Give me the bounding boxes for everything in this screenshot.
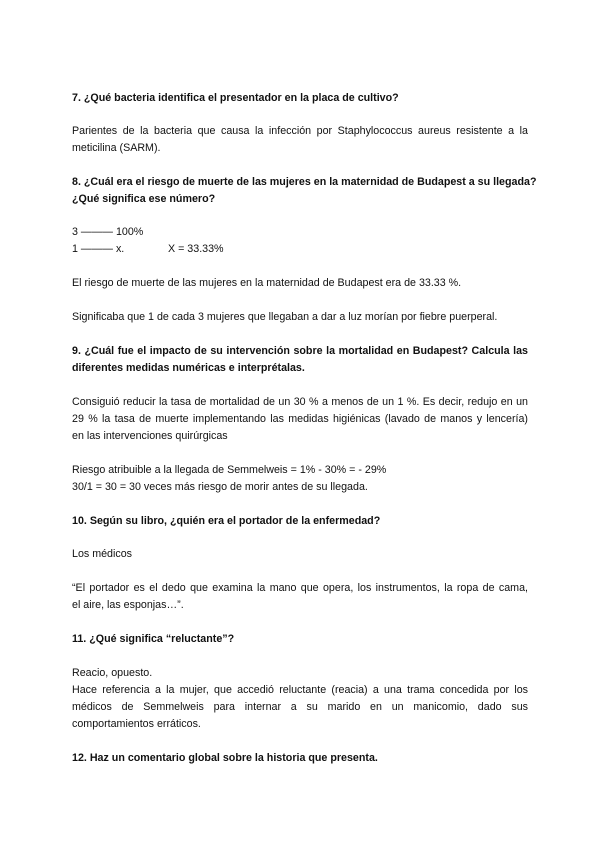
answer-7-line-2: meticilina (SARM).	[72, 142, 161, 154]
calculation-line-2	[72, 242, 528, 256]
question-8-line-2: ¿Qué significa ese número?	[72, 193, 216, 205]
answer-7-line-1: Parientes de la bacteria que causa la infección por Staphylococcus aureus resistente a la	[72, 125, 528, 137]
question-7: 7. ¿Qué bacteria identifica el presentador en la placa de cultivo?	[72, 92, 399, 104]
question-8-line-1: 8. ¿Cuál era el riesgo de muerte de las mujeres en la maternidad de Budapest a su llegada?	[72, 176, 537, 188]
question-12: 12. Haz un comentario global sobre la historia que presenta.	[72, 752, 378, 764]
calculation-proportion: 1 ——— x.	[72, 243, 125, 255]
answer-11-line-2: médicos de Semmelweis para internar a su marido en un manicomio, dado sus	[72, 701, 528, 713]
question-9-line-1: 9. ¿Cuál fue el impacto de su intervención sobre la mortalidad en Budapest? Calcula las	[72, 345, 528, 357]
answer-9-line-3: en las intervenciones quirúrgicas	[72, 430, 228, 442]
quote-line-2: el aire, las esponjas…”.	[72, 599, 184, 611]
relative-risk: 30/1 = 30 = 30 veces más riesgo de morir antes de su llegada.	[72, 481, 368, 493]
answer-9-line-1: Consiguió reducir la tasa de mortalidad de un 30 % a menos de un 1 %. Es decir, redujo en un	[72, 396, 528, 408]
answer-11-line-1: Hace referencia a la mujer, que accedió reluctante (reacia) a una trama concedida por los	[72, 684, 528, 696]
answer-10: Los médicos	[72, 548, 132, 560]
answer-8-meaning: Significaba que 1 de cada 3 mujeres que llegaban a dar a luz morían por fiebre puerperal.	[72, 311, 498, 323]
question-11: 11. ¿Qué significa “reluctante”?	[72, 633, 235, 645]
calculation-result: X = 33.33%	[168, 243, 224, 255]
question-10: 10. Según su libro, ¿quién era el portador de la enfermedad?	[72, 515, 381, 527]
quote-line-1: “El portador es el dedo que examina la mano que opera, los instrumentos, la ropa de cama,	[72, 582, 528, 594]
answer-8-risk: El riesgo de muerte de las mujeres en la maternidad de Budapest era de 33.33 %.	[72, 277, 462, 289]
attributable-risk: Riesgo atribuible a la llegada de Semmelweis = 1% - 30% = - 29%	[72, 464, 387, 476]
answer-11-definition: Reacio, opuesto.	[72, 667, 153, 679]
calculation-line-1: 3 ——— 100%	[72, 226, 144, 238]
answer-11-line-3: comportamientos erráticos.	[72, 718, 201, 730]
answer-9-line-2: 29 % la tasa de muerte implementando las medidas higiénicas (lavado de manos y lencería)	[72, 413, 528, 425]
question-9-line-2: diferentes medidas numéricas e interprétalas.	[72, 362, 305, 374]
